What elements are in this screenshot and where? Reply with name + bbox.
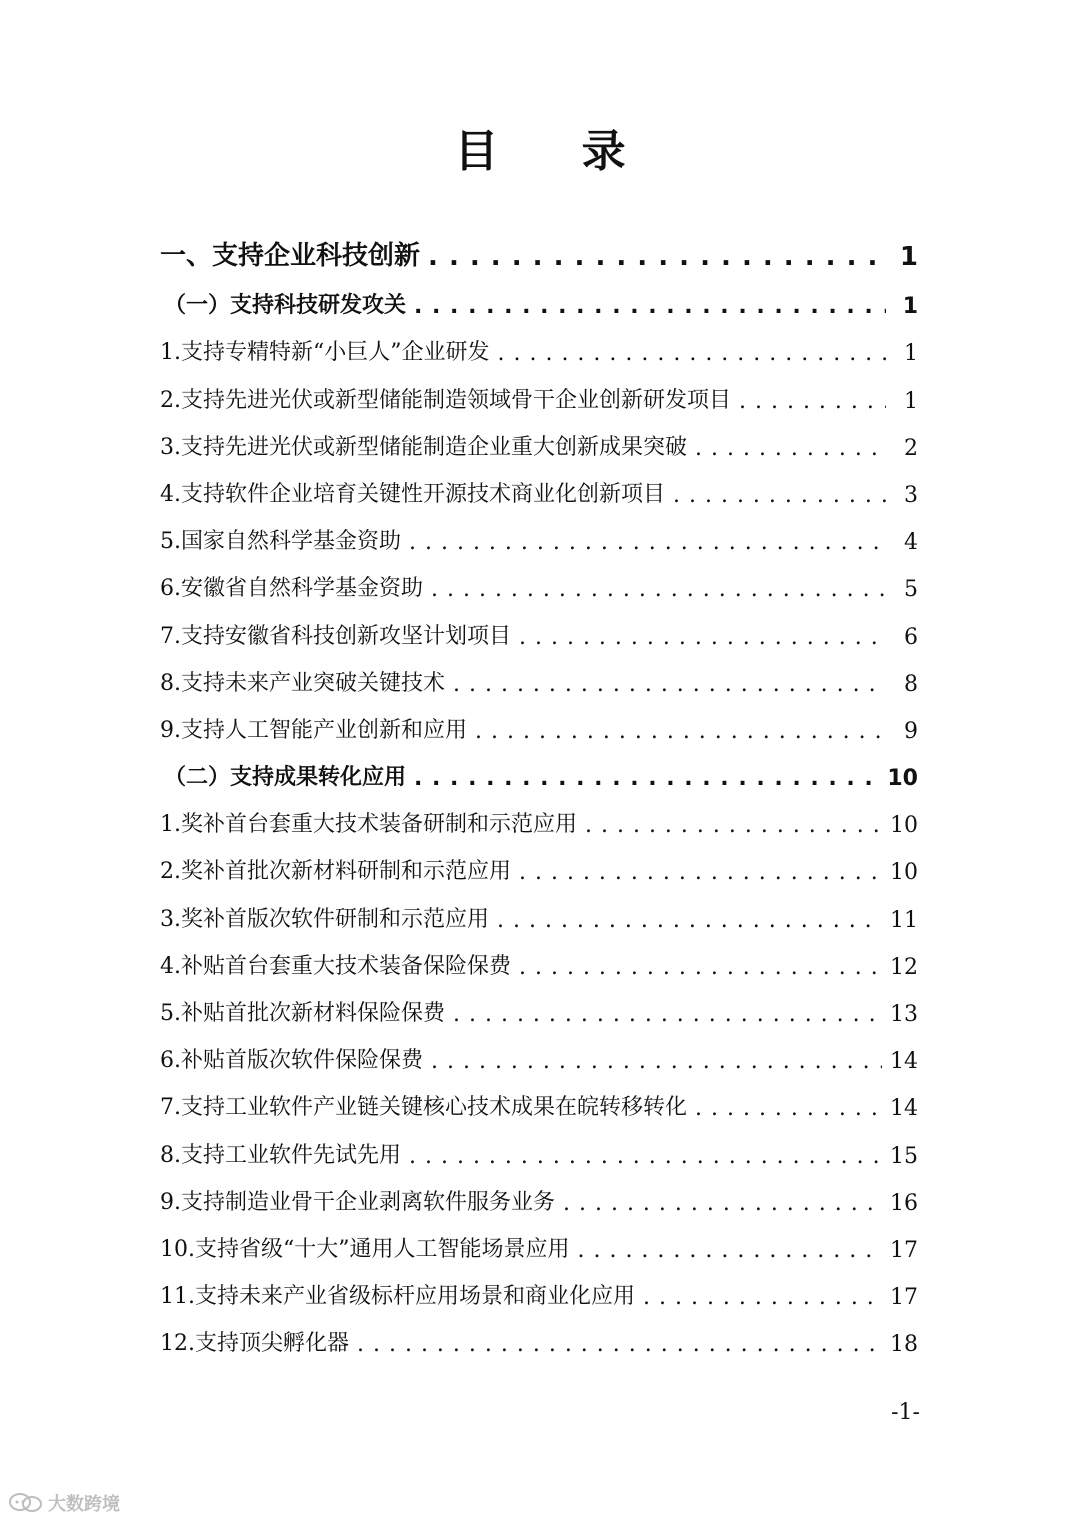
document-title: 目 录 [454, 126, 660, 177]
toc-entry[interactable] [160, 744, 918, 791]
toc-entry[interactable] [160, 933, 918, 980]
toc-leader-dots [409, 527, 886, 556]
toc-entry[interactable] [160, 980, 918, 1027]
toc-entry-label: 1.支持专精特新“小巨人”企业研发 [160, 340, 490, 366]
toc-entry-page: 9 [904, 718, 918, 744]
toc-entry-label: 8.支持未来产业突破关键技术 [160, 670, 445, 696]
toc-entry[interactable] [160, 366, 918, 413]
speech-bubble-logo-icon [8, 1492, 44, 1514]
toc-entry-page: 1 [904, 388, 918, 414]
toc-entry[interactable] [160, 1074, 918, 1121]
toc-entry-page: 16 [890, 1190, 918, 1216]
toc-entry[interactable] [160, 555, 918, 602]
toc-entry[interactable] [160, 1121, 918, 1168]
toc-entry[interactable] [160, 319, 918, 366]
toc-entry[interactable] [160, 222, 918, 272]
toc-leader-dots [409, 1140, 882, 1169]
toc-entry[interactable] [160, 885, 918, 932]
toc-leader-dots [643, 1282, 882, 1311]
toc-entry-page: 10 [890, 860, 918, 886]
toc-entry-label: 4.支持软件企业培育关键性开源技术商业化创新项目 [160, 481, 665, 507]
toc-entry-label: 5.国家自然科学基金资助 [160, 529, 401, 555]
toc-entry-label: 5.补贴首批次新材料保险保费 [160, 1001, 445, 1026]
table-of-contents [160, 222, 918, 1357]
toc-leader-dots [585, 810, 882, 839]
toc-leader-dots [695, 1093, 882, 1122]
toc-entry[interactable] [160, 1310, 918, 1357]
toc-entry-label: 3.支持先进光伏或新型储能制造企业重大创新成果突破 [160, 434, 687, 460]
toc-leader-dots [475, 715, 886, 744]
watermark [8, 1490, 120, 1516]
toc-entry-page: 6 [904, 624, 918, 650]
toc-entry-label: 2.奖补首批次新材料研制和示范应用 [160, 859, 511, 885]
toc-entry-label: 7.支持安徽省科技创新攻坚计划项目 [160, 623, 511, 649]
toc-entry-label: 2.支持先进光伏或新型储能制造领域骨干企业创新研发项目 [160, 387, 731, 413]
toc-leader-dots [497, 904, 882, 933]
toc-entry[interactable] [160, 461, 918, 508]
toc-entry-page: 5 [904, 577, 918, 603]
toc-entry-label: 4.补贴首台套重大技术装备保险保费 [160, 953, 511, 979]
toc-entry-page: 14 [890, 1049, 918, 1075]
toc-leader-dots [431, 1046, 882, 1075]
toc-leader-dots [695, 432, 886, 461]
toc-leader-dots [431, 574, 886, 603]
toc-leader-dots [519, 857, 882, 886]
toc-entry-page: 1 [904, 341, 918, 367]
toc-entry-label: 一、支持企业科技创新 [160, 241, 421, 271]
toc-leader-dots [357, 1329, 882, 1358]
toc-leader-dots [673, 479, 886, 508]
toc-entry-label: 7.支持工业软件产业链关键核心技术成果在皖转移转化 [160, 1095, 687, 1121]
toc-entry-label: 1.奖补首台套重大技术装备研制和示范应用 [160, 812, 577, 838]
toc-entry-page: 17 [890, 1237, 918, 1263]
toc-entry-page: 12 [890, 954, 918, 980]
toc-entry[interactable] [160, 1027, 918, 1074]
toc-entry-page: 17 [890, 1285, 918, 1311]
toc-entry-page: 10 [887, 766, 918, 792]
toc-entry-label: （二）支持成果转化应用 [164, 765, 407, 791]
page-number: -1- [891, 1400, 920, 1425]
toc-entry[interactable] [160, 1216, 918, 1263]
toc-entry-label: 3.奖补首版次软件研制和示范应用 [160, 906, 489, 932]
toc-entry-page: 18 [890, 1332, 918, 1358]
toc-entry-label: （一）支持科技研发攻关 [164, 293, 407, 319]
toc-entry[interactable] [160, 414, 918, 461]
toc-entry[interactable] [160, 697, 918, 744]
toc-entry-page: 1 [899, 242, 918, 272]
toc-leader-dots [577, 1234, 882, 1263]
toc-entry[interactable] [160, 791, 918, 838]
toc-entry[interactable] [160, 650, 918, 697]
toc-entry-label: 6.安徽省自然科学基金资助 [160, 576, 423, 602]
toc-entry-label: 9.支持人工智能产业创新和应用 [160, 717, 467, 743]
toc-entry-label: 6.补贴首版次软件保险保费 [160, 1048, 423, 1074]
toc-entry-page: 1 [902, 294, 918, 320]
toc-entry-page: 3 [904, 482, 918, 508]
toc-entry-label: 8.支持工业软件先试先用 [160, 1142, 401, 1168]
toc-entry-label: 9.支持制造业骨干企业剥离软件服务业务 [160, 1189, 555, 1215]
toc-entry-page: 13 [890, 1002, 918, 1027]
toc-leader-dots [414, 291, 886, 320]
watermark-text: 大数跨境 [48, 1494, 120, 1515]
toc-entry[interactable] [160, 838, 918, 885]
toc-entry[interactable] [160, 508, 918, 555]
toc-entry-page: 11 [890, 907, 918, 933]
toc-entry-label: 11.支持未来产业省级标杆应用场景和商业化应用 [160, 1284, 635, 1310]
toc-leader-dots [519, 951, 882, 980]
toc-entry-label: 10.支持省级“十大”通用人工智能场景应用 [160, 1236, 570, 1262]
toc-leader-dots [563, 1187, 882, 1216]
toc-leader-dots [414, 762, 879, 791]
toc-leader-dots [428, 238, 886, 272]
toc-leader-dots [519, 621, 886, 650]
toc-entry-page: 4 [904, 530, 918, 556]
toc-entry-page: 2 [904, 435, 918, 461]
toc-entry-page: 14 [890, 1096, 918, 1122]
toc-entry[interactable] [160, 1169, 918, 1216]
toc-entry-label: 12.支持顶尖孵化器 [160, 1331, 349, 1357]
toc-leader-dots [453, 998, 882, 1027]
toc-leader-dots [739, 385, 886, 414]
toc-entry[interactable] [160, 602, 918, 649]
toc-entry-page: 10 [890, 813, 918, 839]
toc-leader-dots [453, 668, 886, 697]
toc-leader-dots [498, 338, 887, 367]
toc-entry-page: 8 [904, 671, 918, 697]
toc-entry[interactable] [160, 1263, 918, 1310]
toc-entry[interactable] [160, 272, 918, 319]
toc-entry-page: 15 [890, 1143, 918, 1169]
